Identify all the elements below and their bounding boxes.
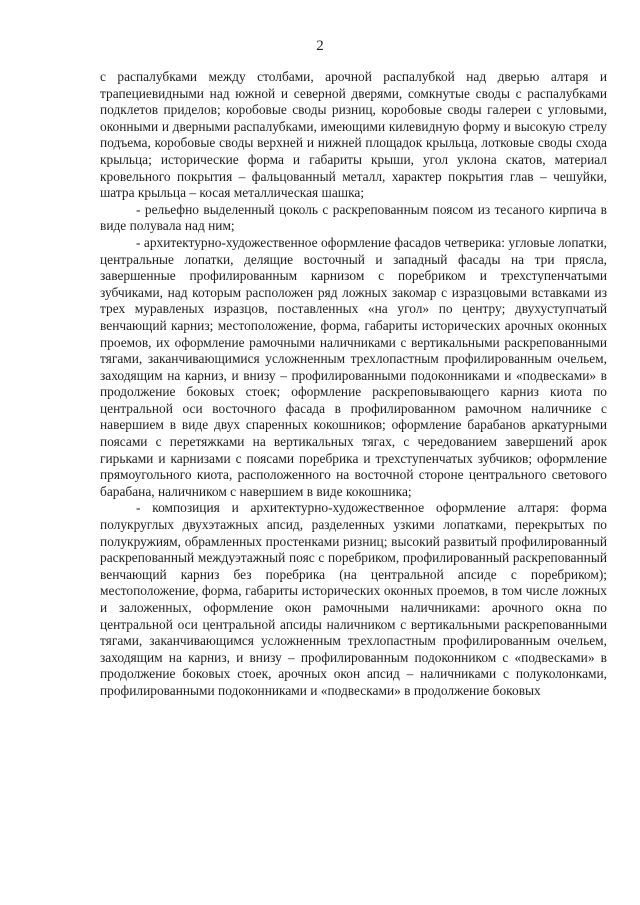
paragraph-vaults-and-roof: с распалубками между столбами, арочной распалубкой над дверью алтаря и трапециевидными над южной и северной дверями, сомкнутые своды с распалубками подклетов приделов; коробовые своды ризниц, коробовые своды галереи с угловыми, оконными и дверными распалубками, имеющими килевидную форму и высокую стрелу подъема, коробовые своды верхней и нижней площадок крыльца, лотковые своды схода крыльца; исторические форма и габариты крыши, угол уклона скатов, материал кровельного покрытия – фальцованный металл, характер покрытия глав – чешуйки, шатра крыльца – косая металлическая шашка; [100,69,607,201]
document-body [100,69,607,700]
page-number: 2 [316,38,324,54]
paragraph-altar: - композиция и архитектурно-художественное оформление алтаря: форма полукруглых двухэтажных апсид, разделенных узкими лопатками, перекрытых по полукружиям, обрамленных простенками ризниц; высокий развитый профилированный раскрепованный междуэтажный пояс с поребриком, профилированный раскрепованный венчающий карниз без поребрика (на центральной апсиде с поребриком); местоположение, форма, габариты исторических оконных проемов, в том числе ложных и заложенных, оформление окон рамочными наличниками: арочного окна по центральной оси центральной апсиды наличником с вертикальными раскрепованными тягами, заканчивающимся усложненным трехлопастным профилированным очельем, заходящим на карниз, и внизу – профилированным подоконником с «подвесками» в продолжение боковых стоек, арочных окон апсид – наличниками с полуколонками, профилированными подоконниками и «подвесками» в продолжение боковых [100,500,607,698]
paragraph-chetverik-facades: - архитектурно-художественное оформление фасадов четверика: угловые лопатки, центральные лопатки, делящие восточный и западный фасады на три прясла, завершенные профилированным карнизом с поребриком и трехступенчатыми зубчиками, над которым расположен ряд ложных закомар с изразцовыми вставками из трех муравленых изразцов, поставленных «на угол» по центру; двухуступчатый венчающий карниз; местоположение, форма, габариты исторических арочных оконных проемов, их оформление рамочными наличниками с вертикальными раскрепованными тягами, заканчивающимися усложненным трехлопастным профилированным очельем, заходящим на карниз, и внизу – профилированными подоконниками и «подвесками» в продолжение боковых стоек; оформление раскреповывающего карниз киота по центральной оси восточного фасада в профилированном рамочном наличнике с навершием в виде двух спаренных кокошников; оформление барабанов аркатурными поясами с перетяжками на вертикальных тягах, с чередованием завершений арок гирьками и карнизами с поясами поребрика и трехступенчатых зубчиков; оформление прямоугольного киота, расположенного на восточной стороне центрального светового барабана, наличником с навершием в виде кокошника; [100,234,607,499]
paragraph-plinth: - рельефно выделенный цоколь с раскрепованным поясом из тесаного кирпича в виде полувала над ним; [100,201,607,234]
